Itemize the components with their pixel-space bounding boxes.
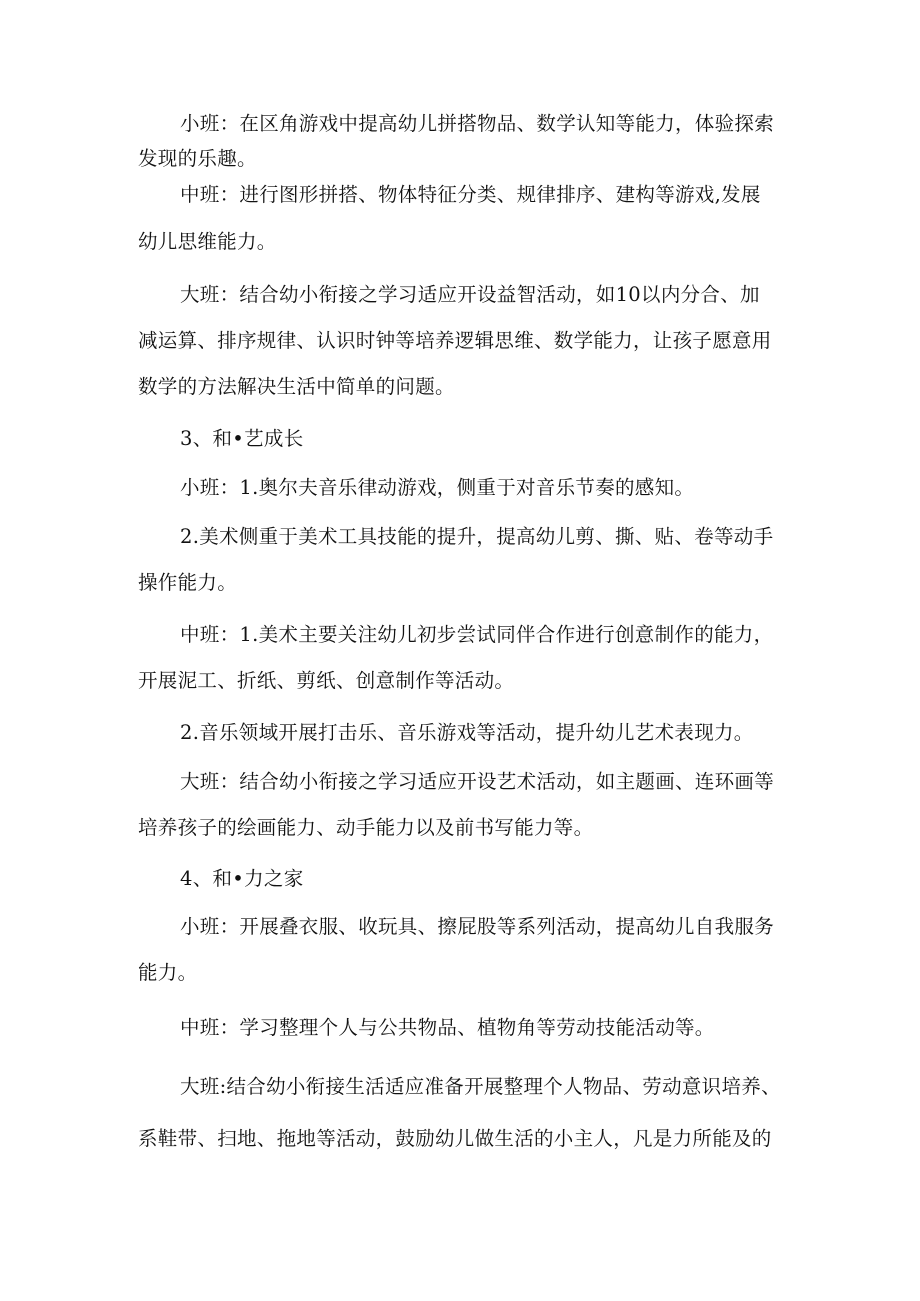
text-line: 减运算、排序规律、认识时钟等培养逻辑思维、数学能力，让孩子愿意用 <box>138 329 772 352</box>
text-line: 小班：开展叠衣服、收玩具、擦屁股等系列活动，提高幼儿自我服务 <box>180 915 775 938</box>
paragraph-small-class-art <box>138 526 798 594</box>
text-line: 开展泥工、折纸、剪纸、创意制作等活动。 <box>138 669 515 692</box>
text-line: 小班：1.奥尔夫音乐律动游戏，侧重于对音乐节奏的感知。 <box>180 476 695 499</box>
text-line: 能力。 <box>138 961 198 984</box>
paragraph-large-class-labor <box>138 1076 798 1150</box>
text-line: 幼儿思维能力。 <box>138 230 277 253</box>
text-line: 中班：学习整理个人与公共物品、植物角等劳动技能活动等。 <box>180 1016 715 1039</box>
paragraph-large-class-puzzle <box>138 284 798 398</box>
paragraph-small-class-selfcare <box>138 916 798 984</box>
text-line: 大班：结合幼小衔接之学习适应开设艺术活动，如主题画、连环画等 <box>180 770 775 793</box>
paragraph-middle-class-labor <box>138 1017 798 1039</box>
text-line: 中班：1.美术主要关注幼儿初步尝试同伴合作进行创意制作的能力， <box>180 623 774 646</box>
text-line: 大班：结合幼小衔接之学习适应开设益智活动，如10以内分合、加 <box>180 283 760 306</box>
section-heading: 4、和•力之家 <box>180 867 304 890</box>
paragraph-middle-class-puzzle <box>138 184 798 253</box>
text-line: 大班:结合幼小衔接生活适应准备开展整理个人物品、劳动意识培养、 <box>180 1075 781 1098</box>
text-line: 中班：进行图形拼搭、物体特征分类、规律排序、建构等游戏,发展 <box>180 183 761 206</box>
section-heading-art-growth <box>138 428 798 450</box>
text-line: 系鞋带、扫地、拖地等活动，鼓励幼儿做生活的小主人，凡是力所能及的 <box>138 1127 772 1150</box>
text-line: 2.音乐领域开展打击乐、音乐游戏等活动，提升幼儿艺术表现力。 <box>180 721 754 744</box>
text-line: 小班：在区角游戏中提高幼儿拼搭物品、数学认知等能力，体验探索 <box>180 112 775 135</box>
paragraph-middle-class-music <box>138 722 798 744</box>
paragraph-small-class-puzzle <box>138 113 798 170</box>
text-line: 2.美术侧重于美术工具技能的提升，提高幼儿剪、撕、贴、卷等动手 <box>180 525 774 548</box>
section-heading-strength-home <box>138 868 798 890</box>
section-heading: 3、和•艺成长 <box>180 427 304 450</box>
text-line: 培养孩子的绘画能力、动手能力以及前书写能力等。 <box>138 816 594 839</box>
paragraph-small-class-music <box>138 477 798 499</box>
text-line: 发现的乐趣。 <box>138 147 257 170</box>
text-line: 数学的方法解决生活中简单的问题。 <box>138 375 455 398</box>
paragraph-middle-class-art <box>138 624 798 692</box>
paragraph-large-class-art <box>138 771 798 839</box>
text-line: 操作能力。 <box>138 571 238 594</box>
